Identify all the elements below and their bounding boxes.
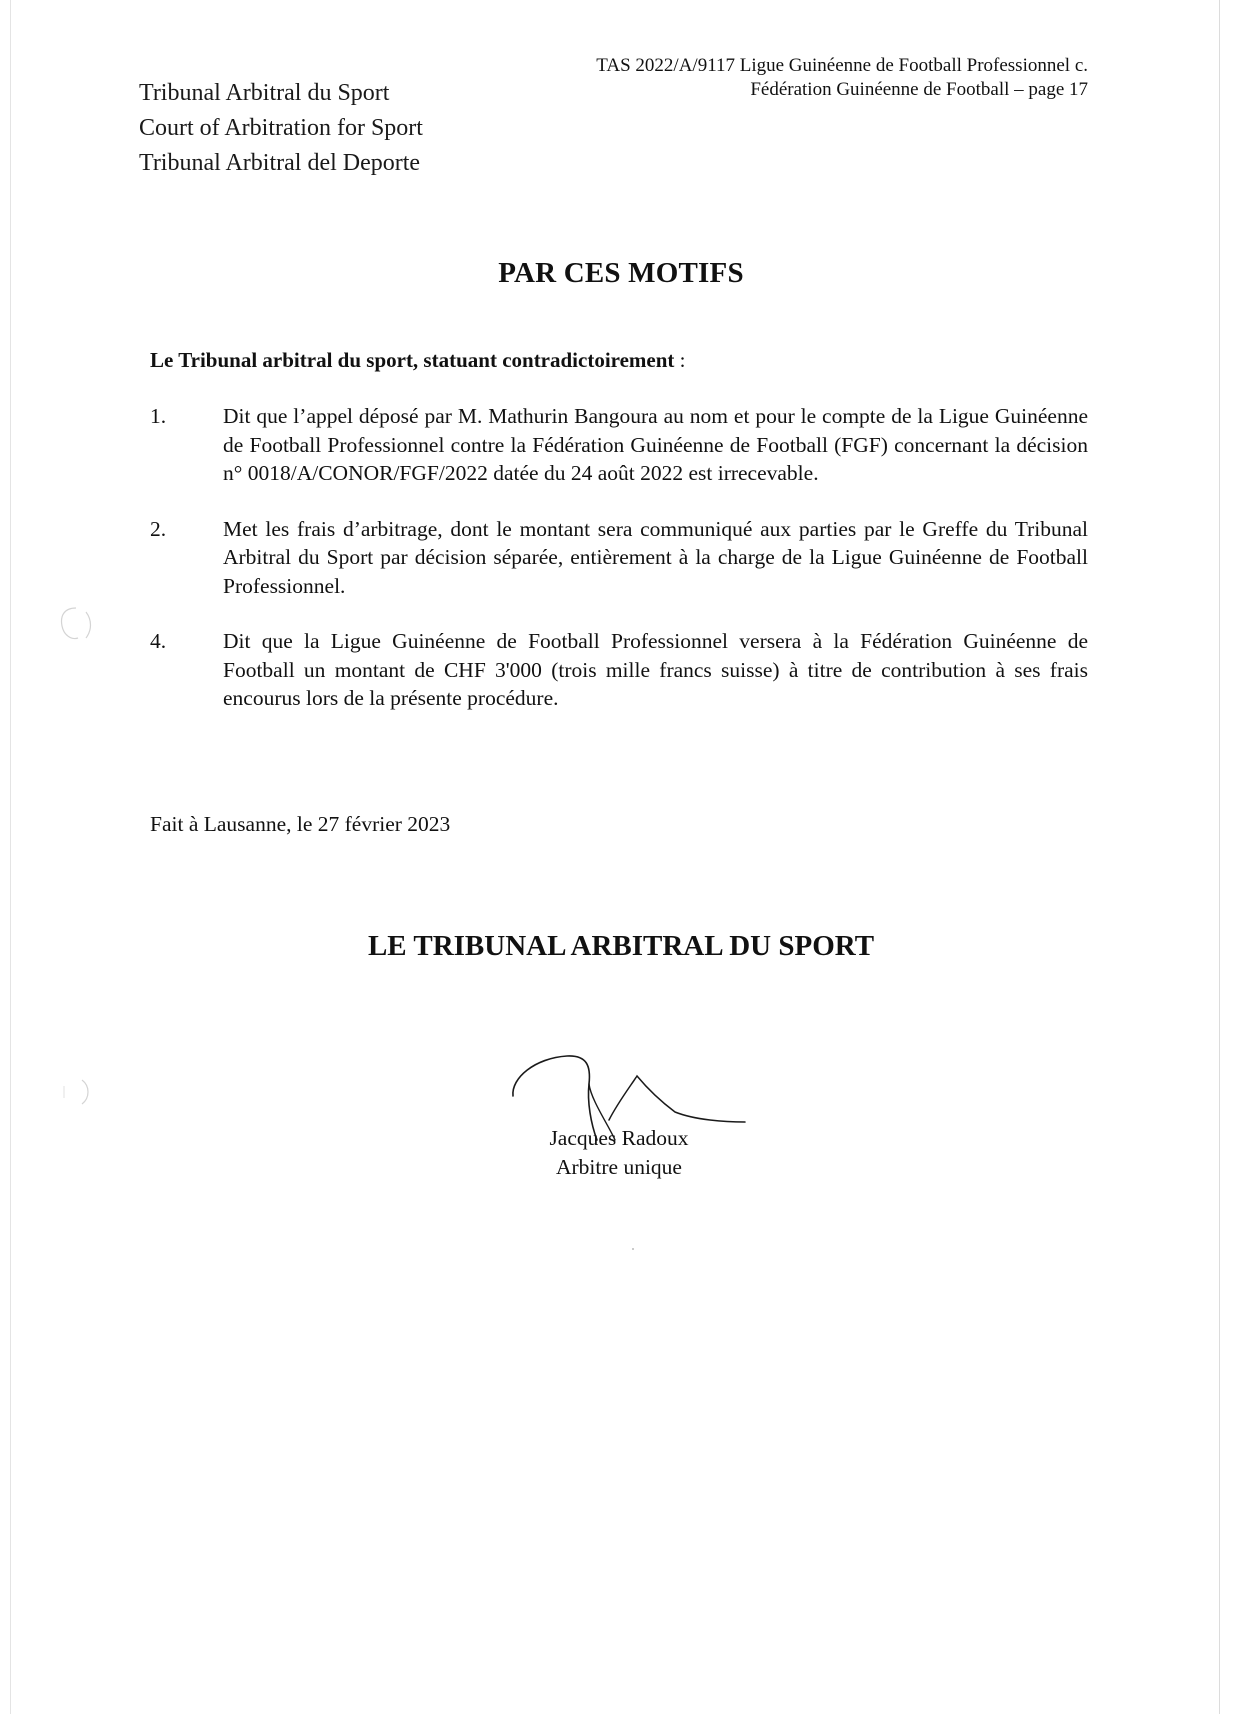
ruling-item xyxy=(150,515,1088,601)
punch-hole-mark-icon xyxy=(58,1072,98,1112)
ruling-item xyxy=(150,627,1088,713)
place-and-date: Fait à Lausanne, le 27 février 2023 xyxy=(150,812,451,836)
ruling-item-text: Dit que la Ligue Guinéenne de Football Professionnel versera à la Fédération Guinéenne de Football un montant de CHF 3'000 (trois mille francs suisse) à titre de contribution à ses frais encourus lors de la présente procédure. xyxy=(223,629,1088,710)
ruling-intro-text: Le Tribunal arbitral du sport, statuant contradictoirement xyxy=(150,348,675,372)
case-reference-line-2: Fédération Guinéenne de Football – page 17 xyxy=(750,79,1088,100)
ruling-intro xyxy=(150,348,686,373)
ruling-item-number: 4. xyxy=(150,629,167,653)
ruling-item-text: Dit que l’appel déposé par M. Mathurin Bangoura au nom et pour le compte de la Ligue Guinéenne de Football Professionnel contre la Fédération Guinéenne de Football (FGF) concernant la décision n° 0018/A/CONOR/FGF/2022 datée du 24 août 2022 est irrecevable. xyxy=(223,404,1088,485)
ruling-item-number: 2. xyxy=(150,516,167,541)
ruling-items-list xyxy=(150,402,1088,740)
ruling-item xyxy=(150,402,1088,488)
institution-name-en: Court of Arbitration for Sport xyxy=(139,115,423,141)
arbitrator-name: Jacques Radoux xyxy=(549,1126,689,1150)
arbitrator-block xyxy=(520,1124,718,1182)
ruling-item-number: 1. xyxy=(150,404,167,428)
court-signature-heading: LE TRIBUNAL ARBITRAL DU SPORT xyxy=(367,930,875,962)
ruling-item-text: Met les frais d’arbitrage, dont le montant sera communiqué aux parties par le Greffe du Tribunal Arbitral du Sport par décision séparée, entièrement à la charge de la Ligue Guinéenne de Football Professionnel. xyxy=(223,516,1088,598)
institution-letterhead xyxy=(139,76,423,181)
institution-name-fr: Tribunal Arbitral du Sport xyxy=(139,80,390,106)
ruling-intro-colon: : xyxy=(674,348,686,372)
section-title: PAR CES MOTIFS xyxy=(498,257,744,289)
speck-mark xyxy=(632,1248,634,1250)
case-reference-line-1: TAS 2022/A/9117 Ligue Guinéenne de Football Professionnel c. xyxy=(596,55,1088,76)
case-reference-header xyxy=(596,54,1088,102)
punch-hole-mark-icon xyxy=(56,604,96,644)
arbitrator-role: Arbitre unique xyxy=(556,1155,682,1179)
institution-name-es: Tribunal Arbitral del Deporte xyxy=(139,150,421,176)
